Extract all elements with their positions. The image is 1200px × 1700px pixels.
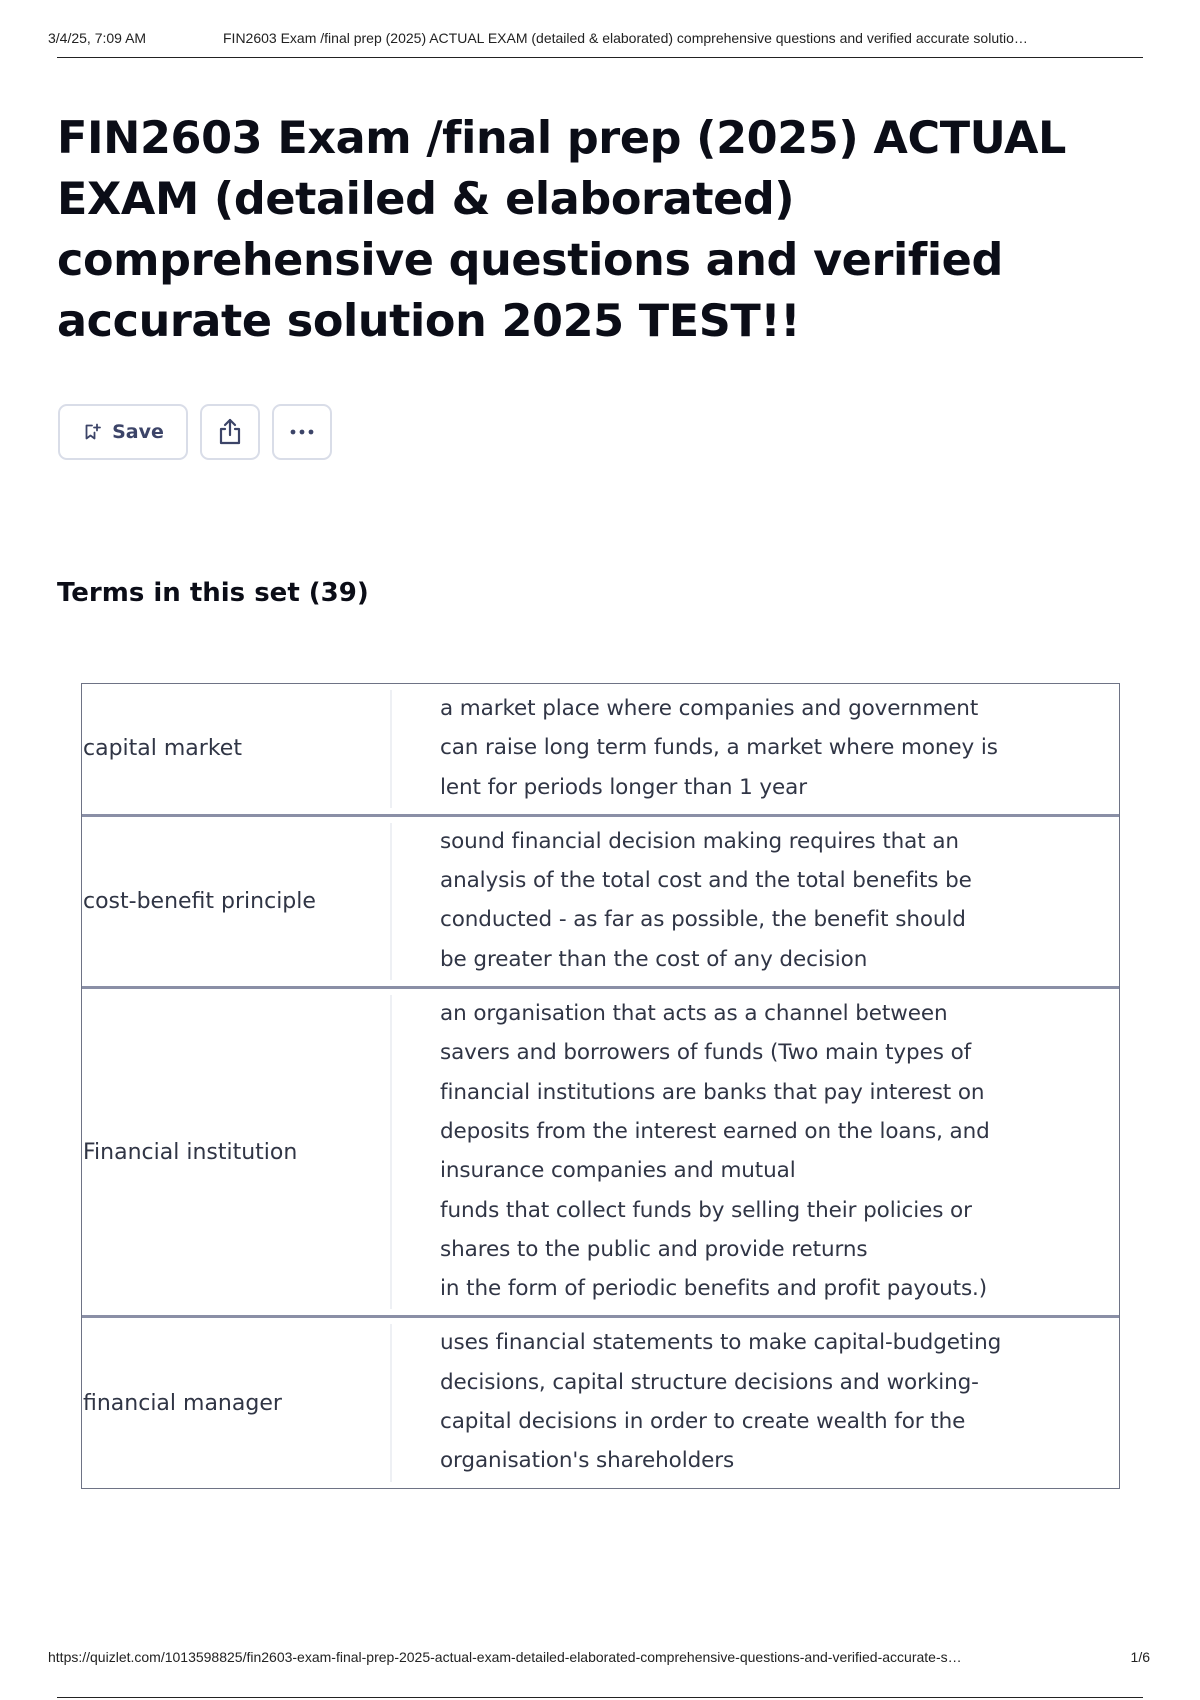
term-row [82,814,1119,986]
footer-divider [57,1697,1143,1698]
terms-table [81,683,1120,1489]
print-footer [48,1649,1150,1665]
term-row [82,1315,1119,1487]
term-text: capital market [82,690,392,808]
header-divider [57,57,1143,58]
term-definition: an organisation that acts as a channel between savers and borrowers of funds (Two main types of financial institutions are banks that pay interest on deposits from the interest earned on the loans, and insurance companies and mutual funds that collect funds by selling their policies or shares to the public and provide returns in the form of periodic benefits and profit payouts.) [440,1001,990,1302]
page-number: 1/6 [1130,1649,1150,1665]
share-icon [216,417,244,447]
term-row [82,684,1119,814]
term-row [82,986,1119,1315]
print-header [48,30,1148,46]
more-options-button[interactable] [272,404,332,460]
page-url: https://quizlet.com/1013598825/fin2603-exam-final-prep-2025-actual-exam-detailed-elaborated-comprehensive-questions-and-verified-accurate-s… [48,1649,962,1665]
share-button[interactable] [200,404,260,460]
term-text: Financial institution [82,995,392,1309]
term-text: cost-benefit principle [82,823,392,980]
bookmark-add-icon [82,422,102,442]
page-title: FIN2603 Exam /final prep (2025) ACTUAL EXAM (detailed & elaborated) comprehensive questions and verified accurate solution 2025 TEST!! [57,113,1067,347]
print-page-title: FIN2603 Exam /final prep (2025) ACTUAL EXAM (detailed & elaborated) comprehensive questions and verified accurate solutio… [223,30,1028,46]
term-definition: uses financial statements to make capital-budgeting decisions, capital structure decisions and working- capital decisions in order to create wealth for the organisation's shareholders [440,1330,1002,1474]
terms-count-heading: Terms in this set (39) [57,578,369,608]
save-button-label: Save [112,421,164,443]
term-definition: sound financial decision making requires that an analysis of the total cost and the total benefits be conducted - as far as possible, the benefit should be greater than the cost of any decision [440,828,972,972]
term-text: financial manager [82,1324,392,1481]
more-horizontal-icon [288,428,316,436]
save-button[interactable] [58,404,188,460]
print-datetime: 3/4/25, 7:09 AM [48,30,147,46]
term-definition: a market place where companies and government can raise long term funds, a market where money is lent for periods longer than 1 year [440,696,998,800]
action-bar [58,404,332,460]
